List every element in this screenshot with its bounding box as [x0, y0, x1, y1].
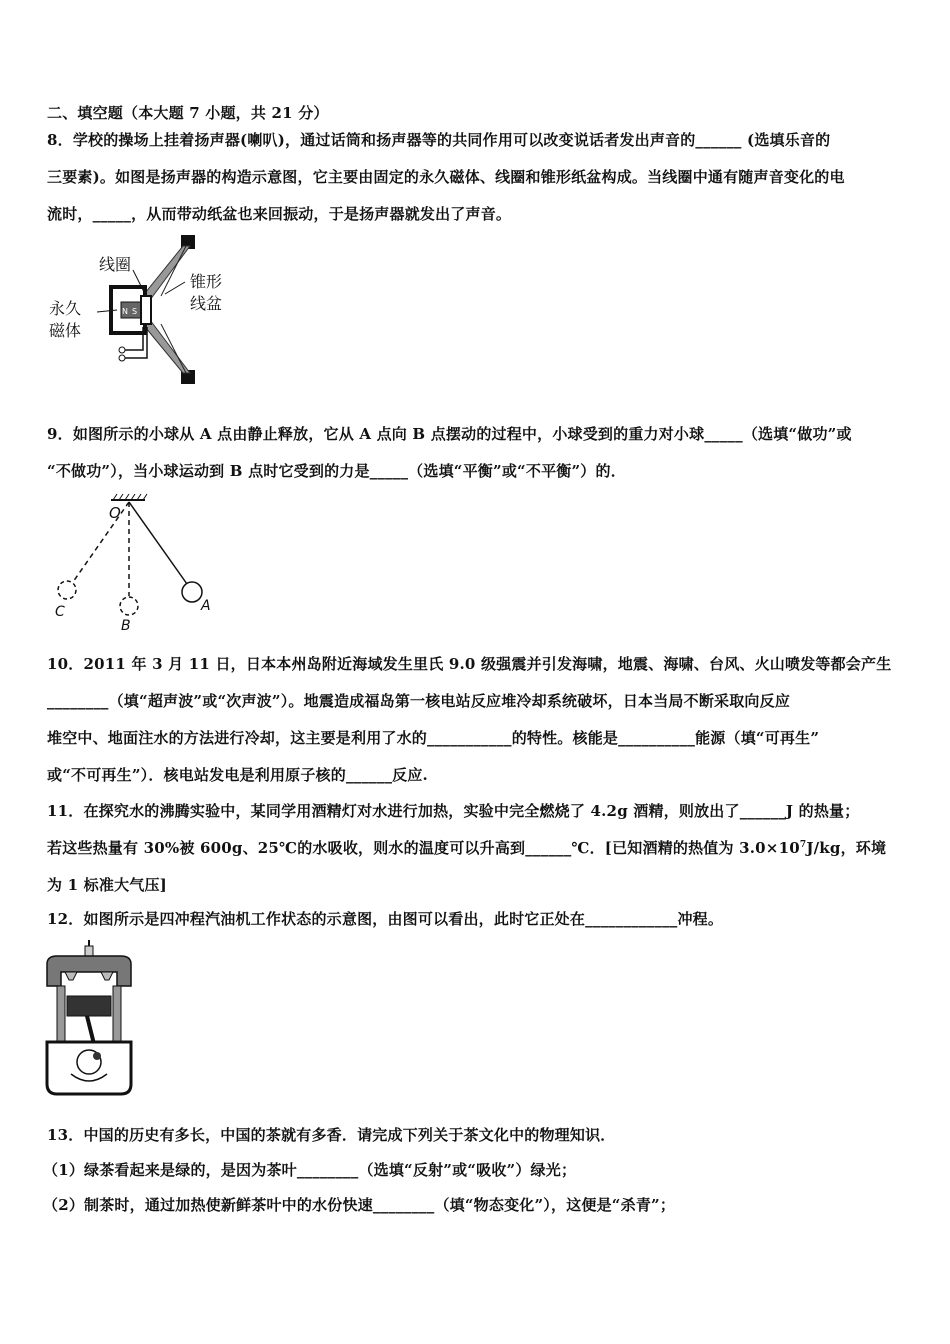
magnet-label-2: 磁体: [49, 321, 82, 340]
cylinder-head: [47, 956, 131, 986]
q8-line-3: 流时，_____，从而带动纸盆也来回振动，于是扬声器就发出了声音。: [47, 205, 512, 223]
cone-label-1: 锥形: [190, 272, 223, 291]
pivot-o-label: O: [109, 504, 121, 522]
coil-label: 线圈: [99, 255, 132, 274]
q13-sub-1: （1）绿茶看起来是绿的，是因为茶叶________（选填“反射”或“吸收”）绿光；: [43, 1161, 577, 1179]
string-c: [73, 502, 129, 582]
q10-line-2: ________（填“超声波”或“次声波”）。地震造成福岛第一核电站反应堆冷却系统破坏，日本当局不断采取向反应: [47, 692, 791, 710]
q10-line-4: 或“不可再生”）．核电站发电是利用原子核的______反应.: [47, 766, 428, 784]
cone-pointer: [165, 282, 185, 294]
ball-c: [58, 581, 76, 599]
q11-line-2-a: 若这些热量有 30%被 600g、25℃的水吸收，则水的温度可以升高到______℃．[已知酒精的热值为 3.0×10: [47, 839, 800, 857]
cone-label-2: 线盆: [190, 294, 223, 313]
q10-line-3: 堆空中、地面注水的方法进行冷却，这主要是利用了水的___________的特性。核能是__________能源（填“可再生”: [47, 729, 820, 747]
pole-n-label: N: [122, 307, 128, 316]
cylinder-wall-right: [113, 986, 121, 1042]
speaker-diagram: [45, 232, 245, 387]
q13-line-1: 13．中国的历史有多长，中国的茶就有多香．请完成下列关于茶文化中的物理知识．: [47, 1126, 616, 1144]
pendulum-diagram: [45, 492, 225, 632]
point-c-label: C: [55, 604, 65, 620]
piston: [67, 996, 111, 1016]
q9-line-1: 9．如图所示的小球从 A 点由静止释放，它从 A 点向 B 点摆动的过程中，小球受到的重力对小球_____（选填“做功”或: [47, 425, 852, 443]
cone-top-edge: [141, 246, 190, 300]
pole-s-label: S: [132, 307, 138, 316]
cylinder-wall-left: [57, 986, 65, 1042]
q11-line-2-b: J/kg，环境: [806, 839, 887, 857]
q9-line-2: “不做功”），当小球运动到 B 点时它受到的力是_____（选填“平衡”或“不平衡”）的．: [47, 462, 626, 480]
q8-line-2: 三要素)。如图是扬声器的构造示意图，它主要由固定的永久磁体、线圈和锥形纸盆构成。当线圈中通有随声音变化的电: [47, 168, 845, 186]
q13-sub-2: （2）制茶时，通过加热使新鲜茶叶中的水份快速________（填“物态变化”），这便是“杀青”；: [43, 1196, 676, 1214]
coil: [141, 296, 151, 324]
q11-line-1: 11．在探究水的沸腾实验中，某同学用酒精灯对水进行加热，实验中完全燃烧了 4.2g 酒精，则放出了______J 的热量；: [47, 802, 860, 820]
magnet-label-1: 永久: [49, 299, 82, 318]
q12-line-1: 12．如图所示是四冲程汽油机工作状态的示意图，由图可以看出，此时它正处在____________冲程。: [47, 910, 724, 928]
point-a-label: A: [201, 598, 211, 614]
q11-line-2: [47, 837, 886, 858]
ball-a: [182, 582, 202, 602]
q8-line-1: 8．学校的操场上挂着扬声器(喇叭)，通过话筒和扬声器等的共同作用可以改变说话者发出声音的______ (选填乐音的: [47, 131, 831, 149]
point-b-label: B: [121, 618, 131, 632]
q11-line-3: 为 1 标准大气压]: [47, 876, 167, 894]
spark-plug: [85, 946, 93, 956]
engine-diagram: [43, 938, 135, 1098]
q10-line-1: 10．2011 年 3 月 11 日，日本本州岛附近海域发生里氏 9.0 级强震并引发海啸，地震、海啸、台风、火山喷发等都会产生: [47, 655, 892, 673]
terminal-1: [119, 347, 125, 353]
ball-b: [120, 597, 138, 615]
exhaust-valve: [101, 972, 113, 980]
intake-valve: [65, 972, 77, 980]
cone-bottom-edge: [141, 320, 190, 373]
q11-exponent: 7: [799, 840, 807, 850]
crank-pin: [93, 1052, 101, 1060]
string-a: [129, 502, 187, 584]
section-heading: 二、填空题（本大题 7 小题，共 21 分）: [47, 104, 329, 122]
terminal-2: [119, 355, 125, 361]
